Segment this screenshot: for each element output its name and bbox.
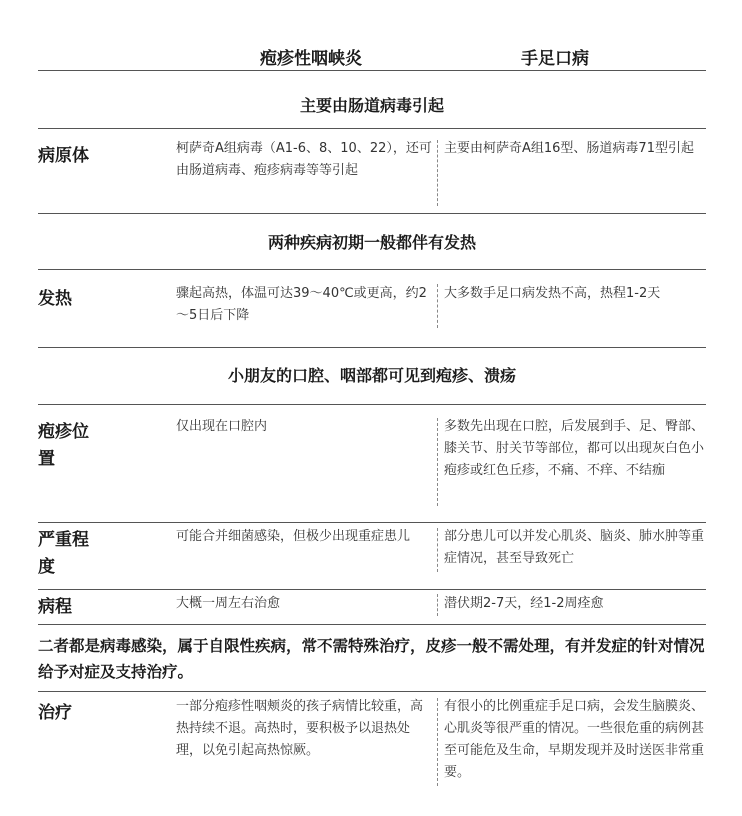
course-herpangina: 大概一周左右治愈: [176, 596, 281, 611]
row-label-fever: 发热: [38, 289, 72, 309]
summary-note: 二者都是病毒感染，属于自限性疾病，常不需特殊治疗，皮疹一般不需处理，有并发症的针对情况给予对症及支持治疗。: [38, 637, 705, 681]
section-fever: 两种疾病初期一般都伴有发热: [267, 233, 476, 252]
column-divider: [437, 140, 438, 206]
severity-herpangina: 可能合并细菌感染，但极少出现重症患儿: [176, 529, 411, 544]
fever-herpangina: 骤起高热，体温可达39～40℃或更高，约2～5日后下降: [176, 286, 427, 323]
row-label-location: 疱疹位置: [38, 422, 89, 469]
location-herpangina: 仅出现在口腔内: [176, 419, 268, 434]
location-hfmd: 多数先出现在口腔，后发展到手、足、臀部、膝关节、肘关节等部位，都可以出现灰白色小疱疹或红色丘疹，不痛、不痒、不结痂: [444, 419, 705, 478]
column-divider: [437, 594, 438, 616]
row-label-treatment: 治疗: [38, 703, 72, 723]
divider: [38, 128, 706, 129]
divider: [38, 347, 706, 348]
section-cause: 主要由肠道病毒引起: [299, 96, 444, 115]
column-divider: [437, 418, 438, 506]
column-divider: [437, 528, 438, 572]
divider: [38, 269, 706, 270]
header-herpangina: 疱疹性咽峡炎: [260, 49, 362, 69]
section-lesions: 小朋友的口腔、咽部都可见到疱疹、溃疡: [227, 366, 516, 385]
divider: [38, 589, 706, 590]
row-label-severity: 严重程度: [38, 530, 89, 577]
divider: [38, 213, 706, 214]
treatment-hfmd: 有很小的比例重症手足口病，会发生脑膜炎、心肌炎等很严重的情况。一些很危重的病例甚至可能危及生命，早期发现并及时送医非常重要。: [444, 699, 705, 780]
divider: [38, 624, 706, 625]
divider: [38, 691, 706, 692]
row-label-pathogen: 病原体: [38, 146, 89, 166]
fever-hfmd: 大多数手足口病发热不高，热程1-2天: [444, 286, 661, 301]
pathogen-herpangina: 柯萨奇A组病毒（A1-6、8、10、22），还可由肠道病毒、疱疹病毒等等引起: [176, 141, 432, 178]
divider: [38, 70, 706, 71]
severity-hfmd: 部分患儿可以并发心肌炎、脑炎、肺水肿等重症情况，甚至导致死亡: [444, 529, 705, 566]
column-divider: [437, 698, 438, 786]
header-hfmd: 手足口病: [521, 49, 589, 69]
divider: [38, 522, 706, 523]
row-label-course: 病程: [38, 597, 72, 617]
course-hfmd: 潜伏期2-7天，经1-2周痊愈: [444, 596, 604, 611]
divider: [38, 404, 706, 405]
column-divider: [437, 284, 438, 328]
pathogen-hfmd: 主要由柯萨奇A组16型、肠道病毒71型引起: [444, 141, 694, 156]
treatment-herpangina: 一部分疱疹性咽颊炎的孩子病情比较重，高热持续不退。高热时，要积极予以退热处理，以免引起高热惊厥。: [176, 699, 424, 758]
